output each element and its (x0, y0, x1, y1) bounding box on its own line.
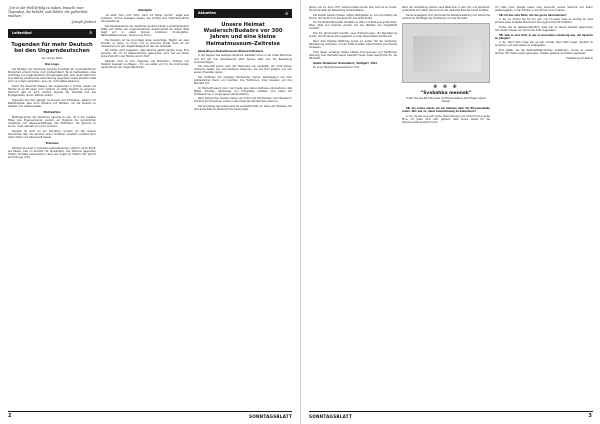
paragraph: Durch die dauernde Präsenz des Ungarischen in Schule, Arbeit und Familie ist es oft kaum noch möglich, im Alltag Deutsch zu sprechen. Dennoch gibt es auch positive Signale der Identität und des Engagements, die wir stärken sollten. (8, 84, 96, 98)
section-heading-disziplin: Disziplin (138, 8, 152, 12)
section-heading-motivation: Motivation (43, 109, 61, 114)
right-page (300, 0, 600, 424)
paragraph: A. Sz.: Ja, sicher! Sie tut mir gut, und ich weiß, dass es wichtig ist, dass jemand diese Aufgabe übernimmt. Die Jugend braucht Vorbilder. (495, 18, 593, 25)
paragraph: Für die Wirtschaft spielte die Nähe zu Ofen und Pest eine große Rolle: Wein, Obst und Gemüse wurden auf den Märkten der Hauptstadt verkauft. (309, 21, 397, 31)
paragraph: Die Situation der deutschen Sprache innerhalb der ungarndeutschen Minderheit scheint immer noch problematisch. Es ist festzustellen, dass es Erfolge und ungarndeutsche Schulprojekte gibt, aber leider steht dem eine ständig zunehmende Assimilierung gegenüber. Diese Situation lässt sich nur schwer verändern, wenn wir nicht selbst etwas tun. (8, 68, 96, 84)
right-page-column-1 (309, 6, 397, 71)
source-note: Quelle: Budaörser Heimatbuch, Stuttgart, 1952 (313, 61, 377, 65)
paragraph: Muttersprachler der deutschen Sprache zu sein, ist in den meisten Fällen kein Eigenverdienst, sondern ein Ergebnis der persönlichen Umstände und Lebensverhältnisse. Die Motivation, die Sprache zu lernen, muss deshalb von innen kommen. (8, 115, 96, 129)
interview-answer: A. Sz.: Es war eine sehr große Überraschung und natürlich eine große Ehre. Ich habe mich sehr gefreut, dass meine Arbeit für die Gemeinschaft anerkannt wird. (402, 114, 490, 124)
interview-subtitle: Erster Teil des SB-Interviews mit Ehrenmedel-in-Gold-Träger Agnes Szauer (406, 96, 486, 103)
paragraph: Erst später, als die Nationalitätenschulen entstanden, wurde es wieder leichter. Wir haben Lieder gesungen, Theater gespielt und Feste organisiert. (495, 49, 593, 56)
paragraph: Jahren, am 21. April 1727 unterschrieben wurde. Nun kam es ein Punkt, die Kontinuität der Besiedlung sicherzustellen. (309, 6, 397, 13)
section-heading-toleranz: Toleranz (45, 140, 59, 145)
paragraph: „Es ekelt mich nicht mehr, wenn ich Fehler mache“, sagte eine Schülerin. Solche Aussagen zeigen, wie wichtig eine fehlerfreundliche Atmosphäre ist. (101, 14, 189, 24)
left-page-column-1 (8, 6, 96, 161)
interview-question: SB: Gab es eine Zeit, in der es besonders schwierig war, die Sprache zu pflegen? (495, 33, 593, 40)
paragraph: In der Gegend des heutigen Wudersch siedelten schon in der Urzeit Menschen und auf gut drei Jahrtausende alten Spuren lässt sich die Besiedlung zurückverfolgen. (194, 54, 292, 64)
paragraph: Nach der Vertreibung kamen neue Bewohner in den Ort, und Wudersch veränderte sich stark. Dennoch ist das deutsche Erbe bis heute sichtbar. (402, 6, 490, 13)
rubric-leitartikel-label: Leitartikel (12, 30, 32, 35)
paragraph: Die Ortschaft wurde nach der Türkenzeit neu besiedelt. Um 1720 kamen deutsche Siedler aus verschiedenen Regionen, die das Dorf prägten und ihm seinen Charakter gaben. (194, 65, 292, 75)
footer-rule (8, 411, 292, 412)
article-byline: Von Armin Stein (41, 57, 63, 61)
museum-photo (402, 23, 490, 83)
paragraph: Trotz dieser schweren Zeiten blieben Erinnerungen und Traditionen lebendig. Das Heimatmuseum bewahrt heute diese Geschichte für die Nachwelt. (309, 50, 397, 60)
article2-subtitle: Jakob-Bleyer-Heimatmuseum Wudersch/Budaörs (198, 49, 264, 53)
footer-rule (309, 411, 593, 412)
quote-author: - Joseph Joubert (70, 19, 96, 24)
paragraph: Deutsch ist einem in fast allen Lebensbereichen nützlich, ob im Beruf, auf Reisen oder im Kontakt mit Verwandten. Die Toleranz gegenüber Fehlern ist dabei entscheidend, denn wer Angst vor Fehlern hat, spricht am Ende gar nicht. (8, 146, 96, 160)
paragraph: Nach dem Zweiten Weltkrieg wurde ein großer Teil der deutschen Bevölkerung vertrieben. Im Jahr 1946 mussten viele Familien ihre Heimat verlassen. (309, 39, 397, 49)
right-page-column-2 (402, 6, 490, 125)
photo-caption: Zu einer Heimatmuseumsbesuch: Foto (313, 66, 360, 70)
continuation-note: (Fortsetzung auf Seite 4) (565, 56, 593, 60)
page-number: 2 (8, 413, 12, 419)
quote-text: „Um in der Welt Erfolg zu haben, braucht man Tugenden, die beliebt, und Fehler, die gefürchtet machen.“ (8, 6, 88, 19)
paragraph: Deshalb lohnt es sich, Tugenden wie Motivation, Toleranz und Disziplin bewusst zu pflegen – für uns selbst und für die kommenden Generationen der Ungarndeutschen. (101, 60, 189, 70)
interview-question: SB: Ist das eine Rolle, die Sie gerne übernehmen? (499, 13, 567, 17)
paragraph: A. Sz.: Nach dem Krieg war es sehr schwer. Man hatte Angst, Deutsch zu sprechen, und viele haben es aufgegeben. (495, 41, 593, 48)
paragraph: Die Grundlage des Lebens war die Landwirtschaft, vor allem der Weinbau, der die Landschaft um Wudersch bis heute prägt. (194, 105, 292, 112)
paragraph: Ich habe mein ganzes Leben lang versucht, unsere Sprache und Kultur weiterzugeben, in der Familie, in der Schule und im Verein. (495, 6, 593, 13)
paragraph: Deutsch ist nicht nur ein Schulfach, sondern ein Teil unserer Geschichte. Wer die Sprache seiner Vorfahren versteht, versteht auch deren Kultur und Lebenswelt besser. (8, 129, 96, 139)
paragraph: Die Siedler bauten Häuser, legten Weingärten an und errichteten die Kirche, die heute noch das Zentrum des Ortes bildet. (309, 13, 397, 20)
paragraph: Das Wiedererlernen der deutschen Sprache hängt in entscheidendem Maße vom Willen der ungarndeutschen Gemeinschaft ab. Dieser Wille zeigt sich in vielen kleinen Initiativen: Kindergärten, Nationalitätenschulen, Vereine und Chöre. (101, 24, 189, 37)
interview-title: “Svabahba mennek” (420, 90, 472, 96)
footer-masthead: SONNTAGSBLATT (309, 414, 352, 419)
paragraph: Die Disziplin ist die Grundlage jedes Lernerfolgs. Täglich ein paar Minuten zu lesen, zu hören und zu sprechen bringt mehr als ein Intensivkurs pro Jahr. Regelmäßigkeit ist hier der Schlüssel. (101, 38, 189, 48)
paragraph: Nach historischen Quellen kamen um 1720 rund 100 Familien nach Wudersch. Die Zahl der Einwohner wuchs in den folgenden Jahrzehnten rasch an. (194, 97, 292, 104)
ornament-divider: ✤ ✤ ✤ (433, 83, 459, 90)
article2-title: Unsere Heimat Wudersch/Budaörs vor 300 Jahren und eine kleine Heimatmuseum-Zeitreise (203, 22, 283, 47)
footer-masthead: SONNTAGSBLATT (249, 414, 292, 419)
paragraph: Früher war es selbstverständlich, dass man zu Hause Deutsch gesprochen hat. Heute müssen wir die Kinder dafür begeistern. (495, 26, 593, 33)
rubric-leitartikel (8, 29, 96, 38)
page-number: 3 (588, 413, 592, 419)
paragraph: Tugenden sind hier gefragt: es braucht eine Motivation, Geduld und Beständigkeit, aber auch Toleranz und Disziplin, um die Sprache zu erhalten und weiterzugeben. (8, 98, 96, 108)
right-page-column-3 (495, 6, 593, 60)
article-title: Tugenden für mehr Deutsch bei den Ungarndeutschen (11, 41, 93, 54)
paragraph: Im Heimatmuseum kann man heute eine kleine Zeitreise unternehmen: alte Möbel, Trachten, Werkzeuge und Fotografien erzählen vom Leben der Dorfbewohner in vergangenen Jahrhunderten. (194, 86, 292, 96)
paragraph: Wir sollten nicht vergessen, dass Sprache gelebt werden muss. Eine Sprache, die nur im Klassenzimmer gesprochen wird, hat auf Dauer keine Zukunft in der Familie und im Dorf. (101, 49, 189, 59)
paragraph: Heute engagieren sich die Deutsche Selbstverwaltung und zahlreiche Vereine für die Pflege der Traditionen und der Mundart. (402, 13, 490, 20)
left-page-column-2 (101, 6, 189, 71)
paragraph: Die Vorfahren der heutigen Wuderscher kamen überwiegend aus dem süddeutschen Raum und brachten ihre Traditionen, ihren Glauben und ihre Mundart mit. (194, 75, 292, 86)
interview-question: SB: Als erstes würde ich am liebsten über die Ehrenmedaille reden. Wie war es, diese Auszeichnung zu bekommen? (402, 106, 490, 113)
paragraph: Das 19. Jahrhundert brachte neue Entwicklungen: die Bevölkerung wuchs, die Schule wurde ausgebaut und das Vereinsleben blühte auf. (309, 32, 397, 39)
sonntagsblatt-logo-icon: ♁ (285, 10, 288, 16)
rubric-aktuelles (194, 9, 292, 18)
section-heading-lage: Die Lage (45, 62, 59, 67)
sonntagsblatt-logo-icon: ♁ (89, 30, 92, 36)
left-page-column-3 (194, 6, 292, 113)
rubric-aktuelles-label: Aktuelles (198, 10, 216, 15)
